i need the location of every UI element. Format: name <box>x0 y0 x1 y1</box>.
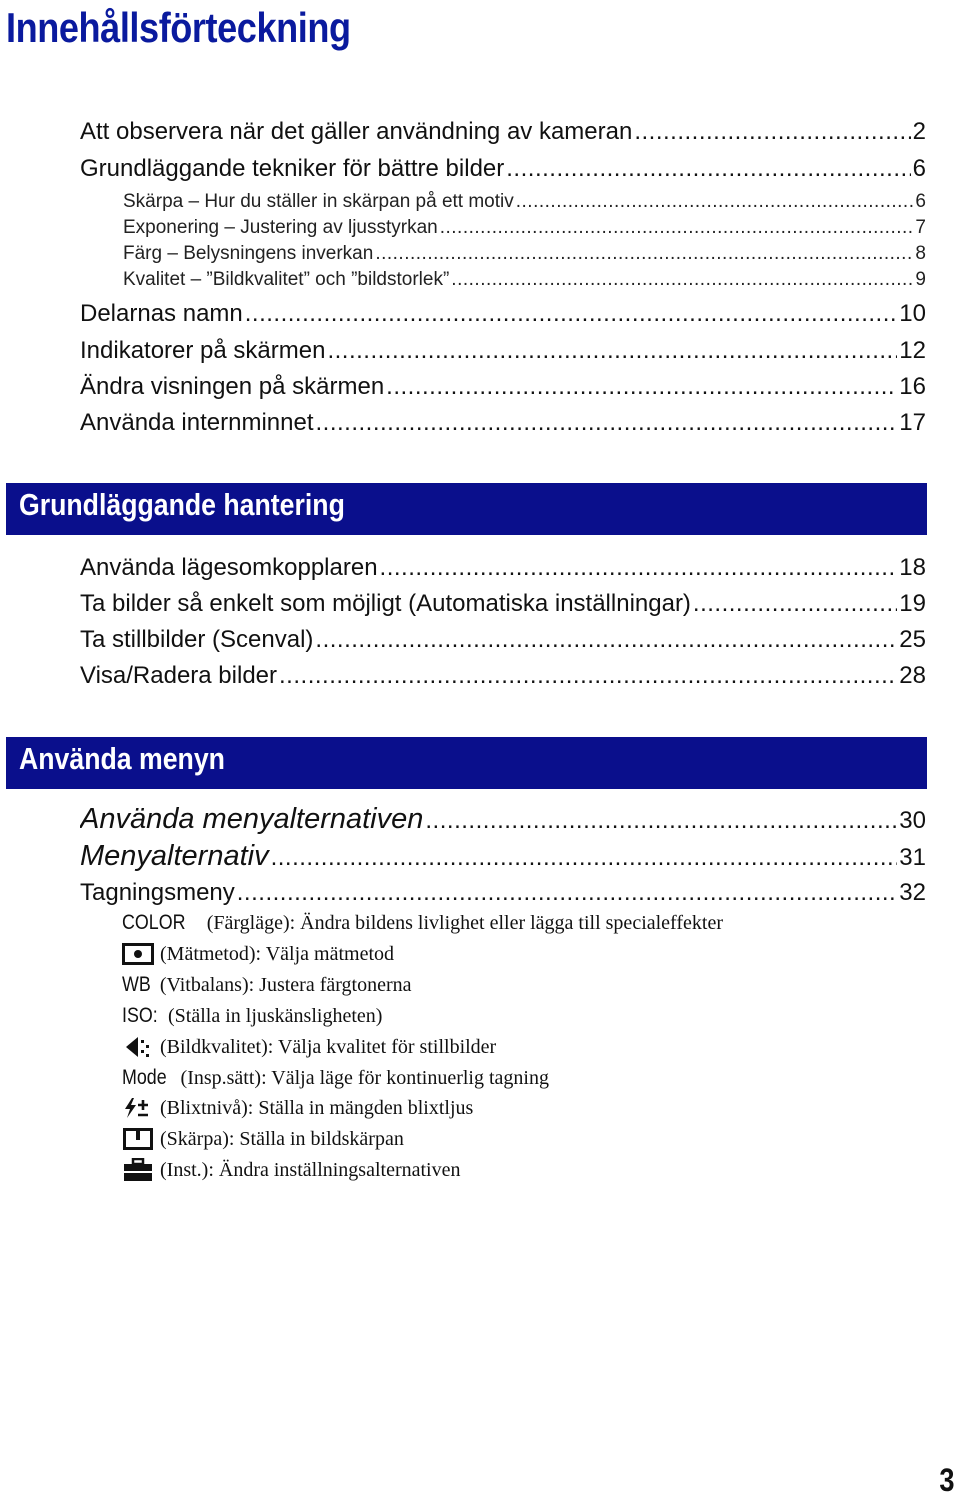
dot-leader <box>271 844 898 872</box>
menu-subitem[interactable] <box>122 1035 496 1059</box>
dot-leader <box>315 626 897 654</box>
menu-subitem-text: (Bildkvalitet): Välja kvalitet för stillbilder <box>160 1035 497 1058</box>
mode-icon: Mode <box>122 1066 167 1089</box>
toc-subentry[interactable] <box>123 191 926 213</box>
menu-subitem[interactable] <box>122 942 394 966</box>
dot-leader <box>440 217 914 239</box>
toc-page-number: 16 <box>899 373 926 400</box>
image-quality-icon <box>122 1035 154 1059</box>
toc-entry-label: Ta bilder så enkelt som möjligt (Automatiska inställningar) <box>80 590 691 617</box>
toc-page-number: 28 <box>899 662 926 689</box>
toc-subentry[interactable] <box>123 217 926 239</box>
dot-leader <box>380 554 898 582</box>
toc-entry[interactable] <box>80 626 926 654</box>
toc-entry[interactable] <box>80 155 926 183</box>
toc-entry-label: Färg – Belysningens inverkan <box>123 243 374 264</box>
metering-icon <box>122 942 154 966</box>
dot-leader <box>386 373 897 401</box>
iso-icon: ISO: <box>122 1004 158 1027</box>
toc-entry-label: Tagningsmeny <box>80 879 235 906</box>
toc-page-number: 31 <box>899 844 926 871</box>
toc-entry-label: Grundläggande tekniker för bättre bilder <box>80 155 505 182</box>
menu-subitem[interactable] <box>122 911 723 935</box>
dot-leader <box>245 300 898 328</box>
setup-toolbox-icon <box>122 1158 154 1182</box>
dot-leader <box>451 269 913 291</box>
toc-page-number: 18 <box>899 554 926 581</box>
toc-entry[interactable] <box>80 840 926 873</box>
menu-subitem-text: (Blixtnivå): Ställa in mängden blixtljus <box>160 1096 474 1119</box>
section-heading: Grundläggande hantering <box>19 487 345 522</box>
section-heading: Använda menyn <box>19 741 225 776</box>
toc-page-number: 2 <box>912 118 926 145</box>
dot-leader <box>506 155 910 183</box>
menu-subitem[interactable] <box>122 1127 404 1151</box>
toc-page-number: 9 <box>915 269 926 290</box>
dot-leader <box>425 807 897 835</box>
dot-leader <box>237 879 898 907</box>
toc-page-number: 30 <box>899 807 926 834</box>
menu-subitem[interactable] <box>122 1004 382 1028</box>
toc-page-number: 25 <box>899 626 926 653</box>
toc-entry-label: Skärpa – Hur du ställer in skärpan på ett motiv <box>123 191 514 212</box>
dot-leader <box>279 662 897 690</box>
menu-subitem-text: (Mätmetod): Välja mätmetod <box>160 942 395 965</box>
toc-page-number: 12 <box>899 337 926 364</box>
toc-entry[interactable] <box>80 409 926 437</box>
page-number: 3 <box>939 1462 955 1498</box>
page-title: Innehållsförteckning <box>6 4 351 51</box>
dot-leader <box>315 409 897 437</box>
toc-entry-label: Använda lägesomkopplaren <box>80 554 378 581</box>
dot-leader <box>693 590 897 618</box>
toc-entry-label: Indikatorer på skärmen <box>80 337 326 364</box>
toc-entry[interactable] <box>80 118 926 146</box>
dot-leader <box>327 337 897 365</box>
menu-subitem-text: (Insp.sätt): Välja läge för kontinuerlig tagning <box>180 1066 549 1089</box>
toc-page-number: 7 <box>915 217 926 238</box>
toc-page-number: 6 <box>912 155 926 182</box>
toc-subentry[interactable] <box>123 243 926 265</box>
toc-entry-label: Menyalternativ <box>80 840 269 872</box>
toc-entry[interactable] <box>80 300 926 328</box>
menu-subitem[interactable] <box>122 1158 460 1182</box>
toc-entry[interactable] <box>80 554 926 582</box>
color-mode-icon: COLOR <box>122 911 186 934</box>
section-banner <box>6 737 927 789</box>
menu-subitem[interactable] <box>122 1096 473 1120</box>
toc-entry-label: Delarnas namn <box>80 300 243 327</box>
toc-page-number: 19 <box>899 590 926 617</box>
menu-subitem-text: (Ställa in ljuskänsligheten) <box>168 1004 383 1027</box>
toc-entry[interactable] <box>80 803 926 836</box>
toc-entry-label: Ta stillbilder (Scenval) <box>80 626 314 653</box>
toc-entry[interactable] <box>80 662 926 690</box>
menu-subitem-text: (Vitbalans): Justera färgtonerna <box>159 973 412 996</box>
flash-level-icon <box>122 1096 154 1120</box>
toc-subentry[interactable] <box>123 269 926 291</box>
menu-subitem[interactable] <box>122 973 412 997</box>
toc-entry-label: Exponering – Justering av ljusstyrkan <box>123 217 438 238</box>
toc-entry-label: Använda menyalternativen <box>80 803 424 835</box>
toc-entry-label: Visa/Radera bilder <box>80 662 278 689</box>
toc-entry-label: Att observera när det gäller användning av kameran <box>80 118 633 145</box>
toc-entry[interactable] <box>80 337 926 365</box>
toc-entry[interactable] <box>80 373 926 401</box>
menu-subitem-text: (Skärpa): Ställa in bildskärpan <box>160 1127 404 1150</box>
section-banner <box>6 483 927 535</box>
toc-entry-label: Använda internminnet <box>80 409 314 436</box>
dot-leader <box>634 118 910 146</box>
toc-page-number: 17 <box>899 409 926 436</box>
menu-subitem-text: (Inst.): Ändra inställningsalternativen <box>160 1158 461 1181</box>
toc-page-number: 32 <box>899 879 926 906</box>
toc-entry[interactable] <box>80 879 926 907</box>
toc-page-number: 6 <box>915 191 926 212</box>
toc-page-number: 10 <box>899 300 926 327</box>
toc-entry[interactable] <box>80 590 926 618</box>
menu-subitem[interactable] <box>122 1066 549 1090</box>
dot-leader <box>375 243 913 265</box>
toc-entry-label: Ändra visningen på skärmen <box>80 373 385 400</box>
white-balance-icon: WB <box>122 973 151 996</box>
dot-leader <box>516 191 914 213</box>
toc-entry-label: Kvalitet – ”Bildkvalitet” och ”bildstorlek” <box>123 269 450 290</box>
toc-page-number: 8 <box>915 243 926 264</box>
menu-subitem-text: (Färgläge): Ändra bildens livlighet eller lägga till specialeffekter <box>206 911 723 934</box>
focus-icon <box>122 1127 154 1151</box>
